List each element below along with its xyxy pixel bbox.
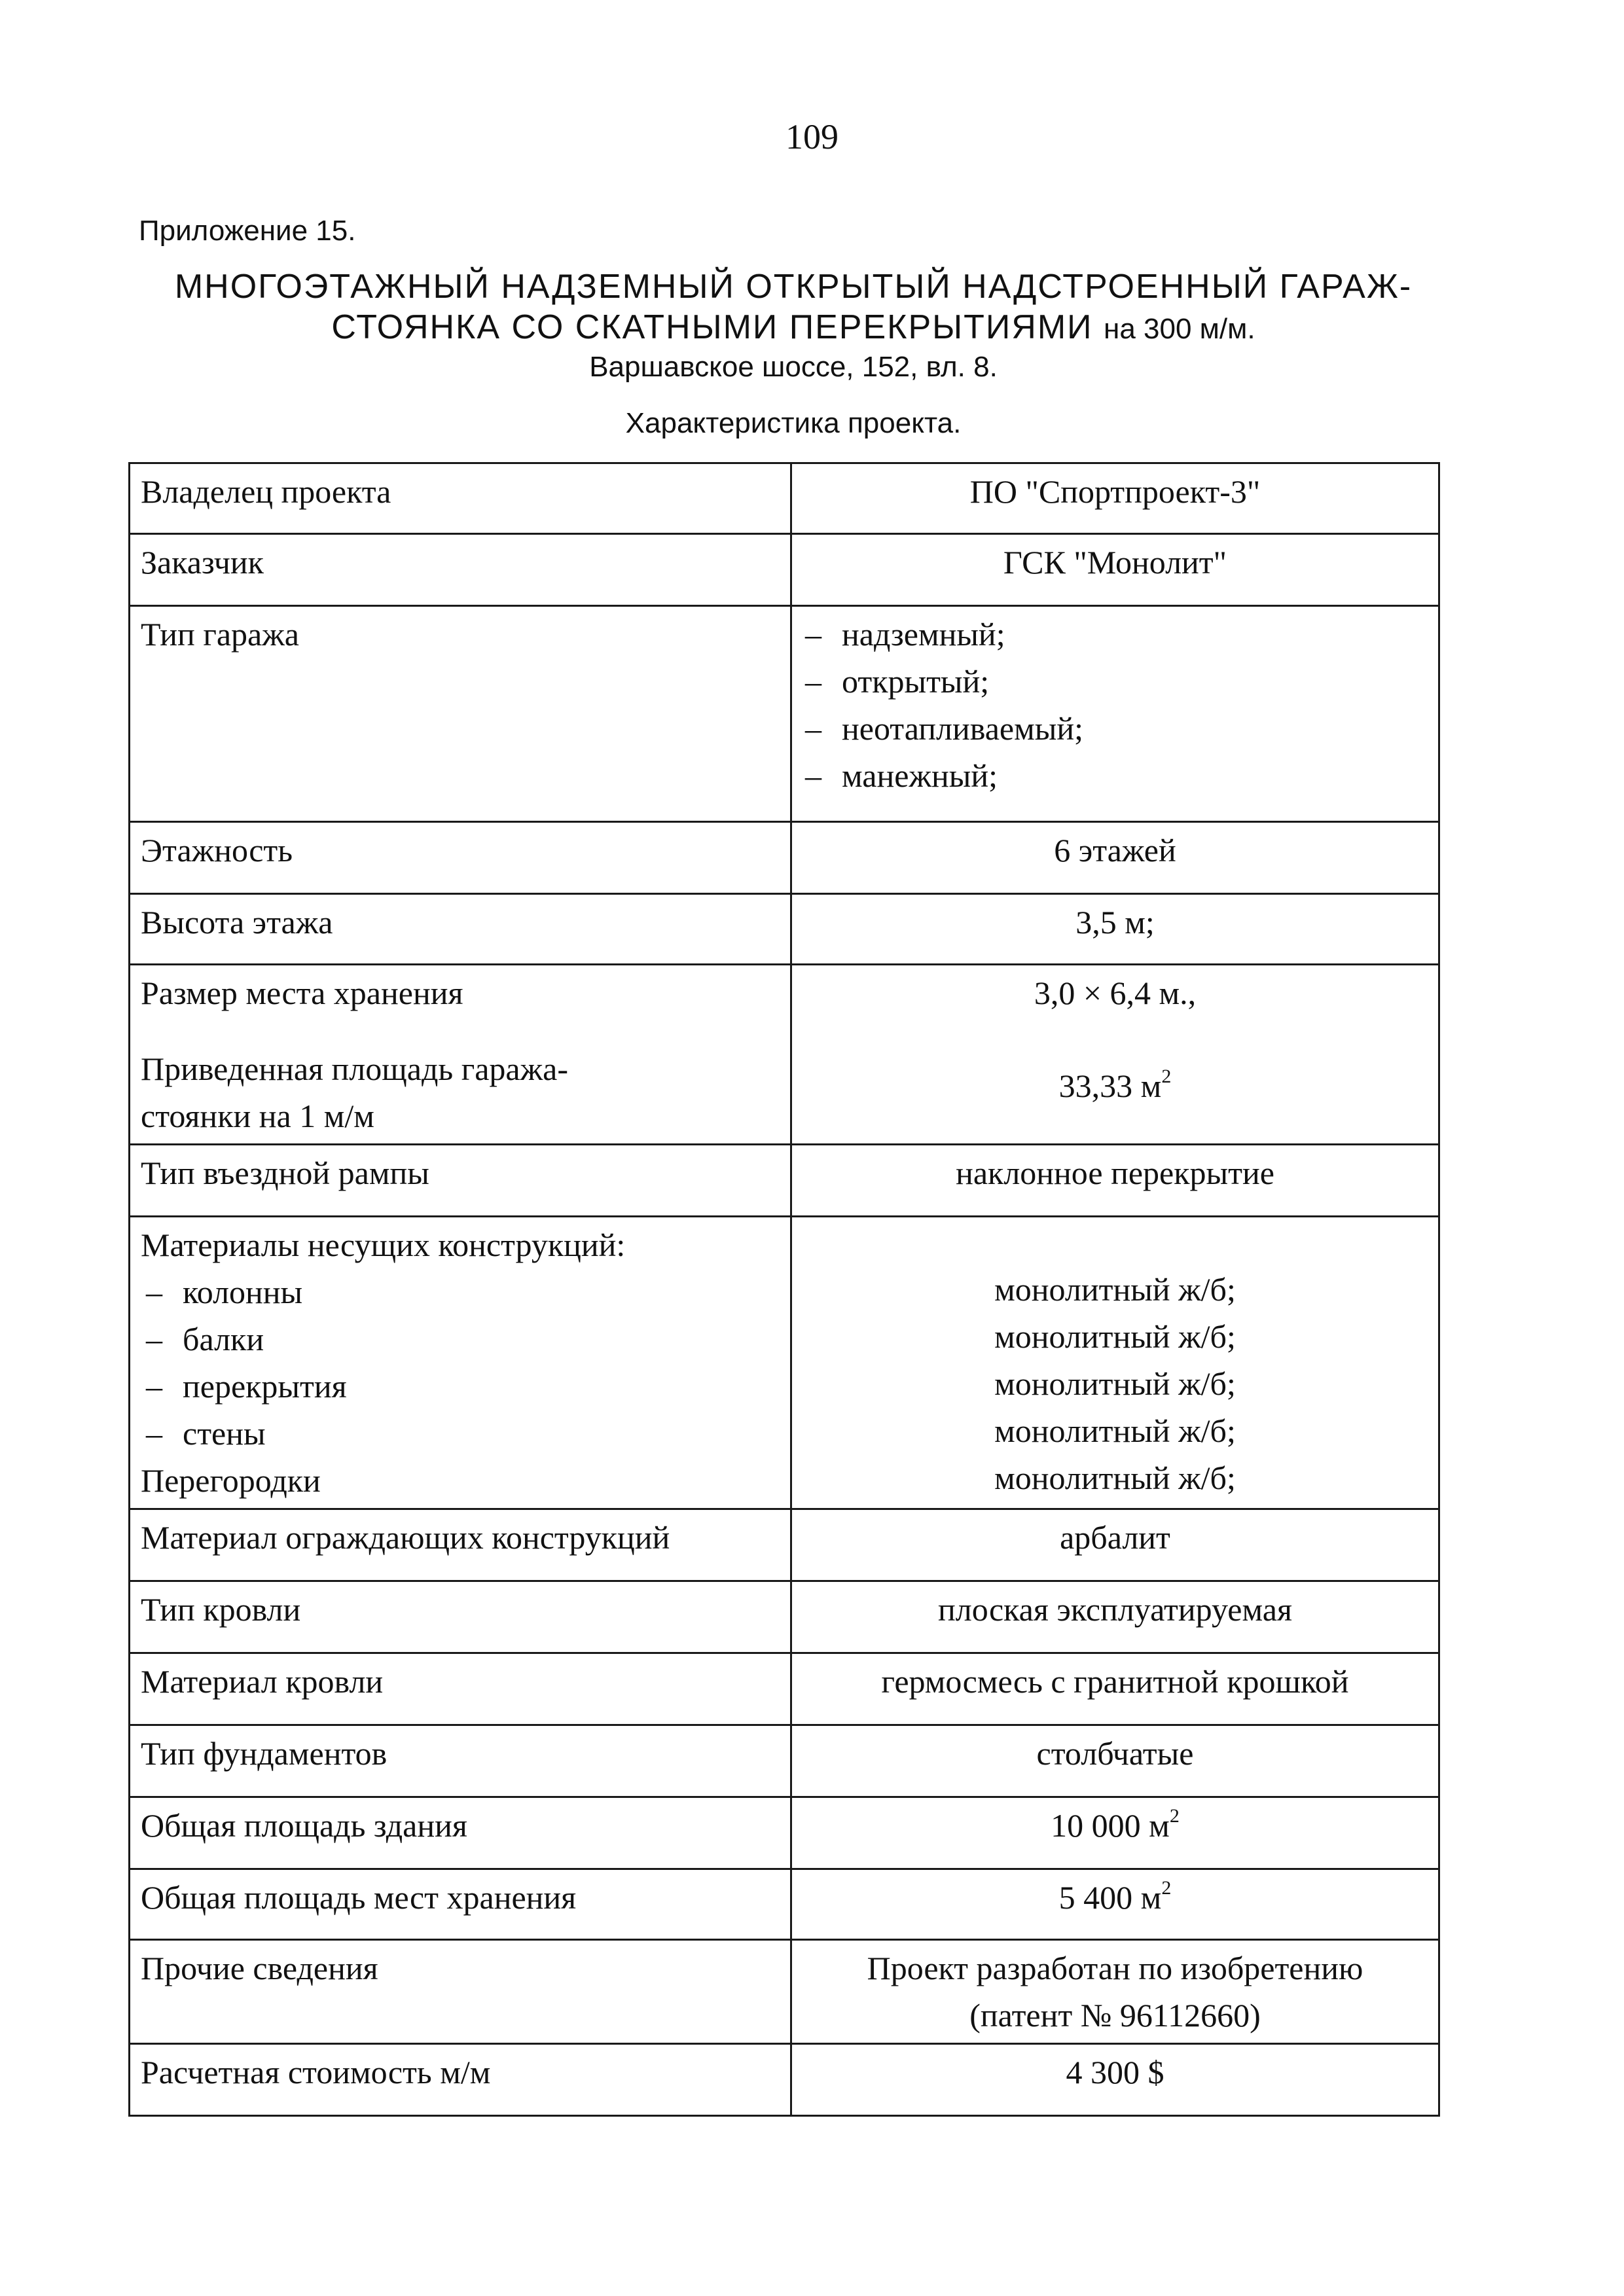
- table-row: [130, 1581, 1439, 1653]
- row-label: Материал ограждающих конструкций: [130, 1509, 791, 1581]
- list-item: [141, 1316, 780, 1363]
- table-row: [130, 894, 1439, 965]
- dash-marker: –: [146, 1368, 162, 1405]
- table-row: [130, 1940, 1439, 2044]
- table-row: [130, 2044, 1439, 2116]
- garage-type-list: [791, 606, 1439, 822]
- row-value: плоская эксплуатируемая: [791, 1581, 1439, 1653]
- row-value: [791, 965, 1439, 1145]
- list-item-text: надземный;: [842, 616, 1005, 653]
- superscript: 2: [1169, 1805, 1180, 1827]
- row-value: 3,5 м;: [791, 894, 1439, 965]
- row-value: ГСК "Монолит": [791, 534, 1439, 606]
- row-label: Заказчик: [130, 534, 791, 606]
- partitions-label: Перегородки: [141, 1462, 321, 1499]
- table-row: [130, 534, 1439, 606]
- row-value: [791, 1797, 1439, 1869]
- row-label: Материал кровли: [130, 1653, 791, 1725]
- space-size-label: Размер места хранения: [141, 975, 463, 1011]
- list-item-text: балки: [183, 1321, 264, 1357]
- title-line-2-main: СТОЯНКА СО СКАТНЫМИ ПЕРЕКРЫТИЯМИ: [331, 308, 1093, 346]
- table-row: [130, 1217, 1439, 1509]
- row-label: Высота этажа: [130, 894, 791, 965]
- row-label: Тип въездной рампы: [130, 1145, 791, 1217]
- list-item-text: колонны: [183, 1274, 303, 1310]
- list-item-text: неотапливаемый;: [842, 710, 1083, 747]
- other-info-line-1: Проект разработан по изобретению: [867, 1950, 1363, 1986]
- list-item-text: манежный;: [842, 757, 998, 794]
- list-item: [805, 705, 1428, 752]
- row-value: столбчатые: [791, 1725, 1439, 1797]
- table-row: [130, 1797, 1439, 1869]
- material-value: монолитный ж/б;: [994, 1271, 1236, 1308]
- table-row: [130, 1653, 1439, 1725]
- row-label: Общая площадь здания: [130, 1797, 791, 1869]
- table-row: [130, 965, 1439, 1145]
- row-value: [791, 1869, 1439, 1940]
- list-item: [805, 658, 1428, 705]
- row-value: арбалит: [791, 1509, 1439, 1581]
- row-label: Тип кровли: [130, 1581, 791, 1653]
- row-value: гермосмесь с гранитной крошкой: [791, 1653, 1439, 1725]
- dash-marker: –: [805, 663, 821, 700]
- row-value: ПО "Спортпроект-3": [791, 463, 1439, 534]
- storage-area-number: 5 400 м: [1058, 1879, 1162, 1916]
- spacer: [803, 1016, 1428, 1062]
- list-item-text: стены: [183, 1415, 266, 1452]
- reduced-area-label-1: Приведенная площадь гаража-: [141, 1050, 568, 1087]
- dash-marker: –: [146, 1274, 162, 1310]
- dash-marker: –: [805, 710, 821, 747]
- address: Варшавское шоссе, 152, вл. 8.: [589, 351, 998, 383]
- row-label: Общая площадь мест хранения: [130, 1869, 791, 1940]
- title-line-2: [139, 308, 1448, 347]
- list-item: [141, 1410, 780, 1457]
- row-label: Тип гаража: [130, 606, 791, 822]
- table-row: [130, 1145, 1439, 1217]
- row-label: Владелец проекта: [130, 463, 791, 534]
- row-value: [791, 1940, 1439, 2044]
- space-size-value: 3,0 × 6,4 м.,: [1034, 975, 1197, 1011]
- row-label: Этажность: [130, 822, 791, 894]
- row-value: 6 этажей: [791, 822, 1439, 894]
- table-row: [130, 1869, 1439, 1940]
- row-label: Тип фундаментов: [130, 1725, 791, 1797]
- title-capacity: на 300 м/м.: [1104, 313, 1255, 345]
- table-row: [130, 1509, 1439, 1581]
- dash-marker: –: [805, 757, 821, 794]
- row-label: Прочие сведения: [130, 1940, 791, 2044]
- material-value: монолитный ж/б;: [994, 1318, 1236, 1355]
- reduced-area-value: [803, 1062, 1428, 1109]
- material-value: монолитный ж/б;: [994, 1365, 1236, 1402]
- dash-marker: –: [146, 1321, 162, 1357]
- row-value: [791, 1217, 1439, 1509]
- list-item: [805, 752, 1428, 799]
- row-value: 4 300 $: [791, 2044, 1439, 2116]
- table-row: [130, 822, 1439, 894]
- title-line-1: МНОГОЭТАЖНЫЙ НАДЗЕМНЫЙ ОТКРЫТЫЙ НАДСТРОЕННЫЙ ГАРАЖ-: [174, 268, 1413, 306]
- superscript: 2: [1161, 1066, 1172, 1087]
- dash-marker: –: [805, 616, 821, 653]
- section-title: Характеристика проекта.: [625, 407, 962, 439]
- row-label: [130, 965, 791, 1145]
- appendix-label: Приложение 15.: [139, 215, 356, 247]
- list-item: [141, 1268, 780, 1316]
- project-characteristics-table: [128, 462, 1440, 2117]
- row-label: [130, 1217, 791, 1509]
- row-value: наклонное перекрытие: [791, 1145, 1439, 1217]
- reduced-area-number: 33,33 м: [1058, 1067, 1162, 1104]
- page-number: 109: [785, 117, 839, 156]
- list-item: [141, 1363, 780, 1410]
- building-area-number: 10 000 м: [1051, 1807, 1170, 1844]
- dash-marker: –: [146, 1415, 162, 1452]
- list-item-text: перекрытия: [183, 1368, 347, 1405]
- superscript: 2: [1161, 1877, 1172, 1899]
- bearing-materials-label: Материалы несущих конструкций:: [141, 1227, 626, 1263]
- reduced-area-label-2: стоянки на 1 м/м: [141, 1098, 374, 1134]
- spacer: [141, 1016, 780, 1045]
- table-row: [130, 1725, 1439, 1797]
- table-row: [130, 463, 1439, 534]
- material-value: монолитный ж/б;: [994, 1460, 1236, 1496]
- list-item: [805, 611, 1428, 658]
- other-info-line-2: (патент № 96112660): [969, 1997, 1261, 2034]
- list-item-text: открытый;: [842, 663, 990, 700]
- table-row: [130, 606, 1439, 822]
- spacer: [803, 1221, 1428, 1266]
- row-label: Расчетная стоимость м/м: [130, 2044, 791, 2116]
- material-value: монолитный ж/б;: [994, 1412, 1236, 1449]
